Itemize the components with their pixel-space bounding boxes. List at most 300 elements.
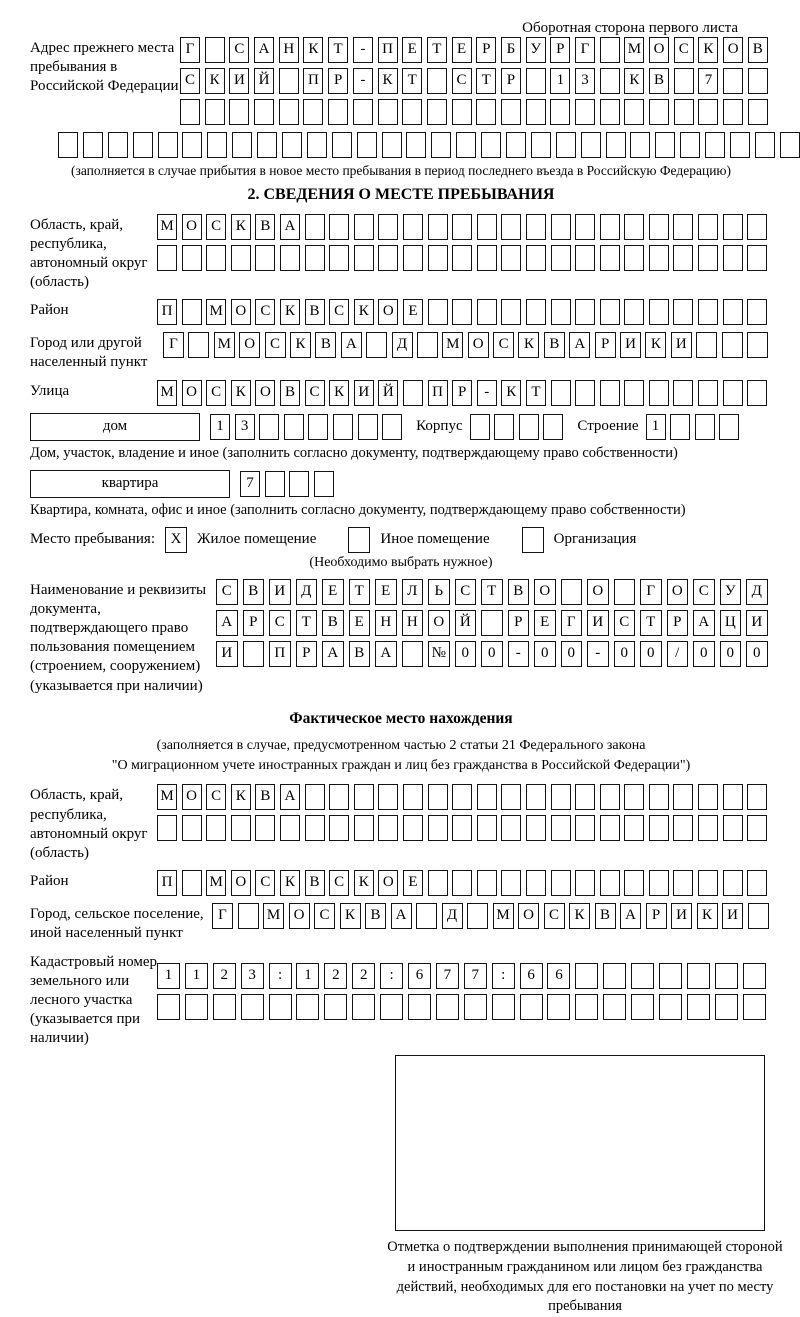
char-box[interactable]: О (649, 37, 669, 63)
char-box[interactable] (436, 994, 459, 1020)
char-box[interactable]: Г (180, 37, 200, 63)
char-box[interactable]: С (255, 299, 275, 325)
char-box[interactable] (329, 815, 349, 841)
char-box[interactable] (476, 99, 496, 125)
char-box[interactable] (456, 132, 476, 158)
char-box[interactable] (380, 994, 403, 1020)
char-box[interactable]: И (620, 332, 641, 358)
char-box[interactable]: И (216, 641, 238, 667)
char-box[interactable] (649, 99, 669, 125)
char-box[interactable] (600, 245, 620, 271)
char-box[interactable]: О (468, 332, 489, 358)
char-box[interactable] (378, 815, 398, 841)
char-box[interactable] (722, 332, 743, 358)
char-box[interactable]: К (354, 870, 374, 896)
char-box[interactable] (477, 870, 497, 896)
char-box[interactable]: 0 (746, 641, 768, 667)
char-box[interactable]: 0 (614, 641, 636, 667)
char-box[interactable] (108, 132, 128, 158)
char-box[interactable]: Т (476, 68, 496, 94)
char-box[interactable]: С (674, 37, 694, 63)
char-box[interactable] (354, 214, 374, 240)
char-box[interactable] (649, 214, 669, 240)
char-box[interactable]: 1 (157, 963, 180, 989)
char-box[interactable] (649, 380, 669, 406)
char-box[interactable] (624, 299, 644, 325)
char-box[interactable]: А (620, 903, 641, 929)
char-box[interactable] (673, 380, 693, 406)
char-box[interactable]: Н (402, 610, 424, 636)
char-box[interactable]: В (255, 784, 275, 810)
char-box[interactable]: : (492, 963, 515, 989)
char-box[interactable] (182, 245, 202, 271)
char-box[interactable] (624, 214, 644, 240)
char-box[interactable] (730, 132, 750, 158)
char-box[interactable]: С (229, 37, 249, 63)
char-box[interactable] (257, 132, 277, 158)
char-box[interactable] (747, 870, 767, 896)
char-box[interactable] (241, 994, 264, 1020)
char-box[interactable] (305, 784, 325, 810)
char-box[interactable] (452, 99, 472, 125)
char-box[interactable] (133, 132, 153, 158)
char-box[interactable]: Е (402, 37, 422, 63)
char-box[interactable] (526, 68, 546, 94)
char-box[interactable] (402, 99, 422, 125)
char-box[interactable] (428, 784, 448, 810)
char-box[interactable]: М (206, 299, 226, 325)
char-box[interactable]: П (428, 380, 448, 406)
char-box[interactable] (748, 68, 768, 94)
char-box[interactable]: А (341, 332, 362, 358)
char-box[interactable]: Т (328, 37, 348, 63)
char-box[interactable]: 6 (547, 963, 570, 989)
char-box[interactable] (358, 414, 378, 440)
char-box[interactable]: В (243, 579, 265, 605)
char-box[interactable] (403, 380, 423, 406)
char-box[interactable] (324, 994, 347, 1020)
char-box[interactable]: К (501, 380, 521, 406)
char-box[interactable] (575, 815, 595, 841)
char-box[interactable] (289, 471, 309, 497)
char-box[interactable] (673, 815, 693, 841)
char-box[interactable]: О (587, 579, 609, 605)
char-box[interactable] (354, 245, 374, 271)
char-box[interactable]: И (354, 380, 374, 406)
char-box[interactable]: П (157, 870, 177, 896)
char-box[interactable]: У (526, 37, 546, 63)
char-box[interactable]: / (667, 641, 689, 667)
char-box[interactable]: Н (375, 610, 397, 636)
char-box[interactable]: М (624, 37, 644, 63)
char-box[interactable]: И (229, 68, 249, 94)
char-box[interactable] (698, 815, 718, 841)
char-box[interactable] (575, 299, 595, 325)
char-box[interactable] (378, 99, 398, 125)
char-box[interactable]: С (493, 332, 514, 358)
char-box[interactable]: Е (322, 579, 344, 605)
char-box[interactable]: О (182, 380, 202, 406)
char-box[interactable]: С (329, 870, 349, 896)
char-box[interactable] (328, 99, 348, 125)
char-box[interactable] (452, 245, 472, 271)
char-box[interactable] (205, 37, 225, 63)
char-box[interactable] (575, 870, 595, 896)
char-box[interactable]: 7 (436, 963, 459, 989)
char-box[interactable] (755, 132, 775, 158)
char-box[interactable]: 0 (455, 641, 477, 667)
char-box[interactable]: М (157, 214, 177, 240)
char-box[interactable]: О (667, 579, 689, 605)
char-box[interactable] (723, 380, 743, 406)
char-box[interactable] (501, 784, 521, 810)
char-box[interactable]: И (671, 903, 692, 929)
char-box[interactable] (649, 784, 669, 810)
char-box[interactable] (747, 245, 767, 271)
char-box[interactable] (673, 784, 693, 810)
char-box[interactable]: 7 (698, 68, 718, 94)
char-box[interactable] (649, 299, 669, 325)
char-box[interactable] (213, 994, 236, 1020)
char-box[interactable]: Р (667, 610, 689, 636)
char-box[interactable]: Г (163, 332, 184, 358)
char-box[interactable]: Е (452, 37, 472, 63)
char-box[interactable] (600, 214, 620, 240)
char-box[interactable]: О (255, 380, 275, 406)
char-box[interactable] (723, 214, 743, 240)
char-box[interactable] (581, 132, 601, 158)
char-box[interactable] (182, 870, 202, 896)
char-box[interactable] (406, 132, 426, 158)
stay-checkbox-other-premises[interactable] (348, 527, 370, 553)
char-box[interactable]: - (353, 68, 373, 94)
char-box[interactable] (378, 245, 398, 271)
char-box[interactable]: К (340, 903, 361, 929)
char-box[interactable] (83, 132, 103, 158)
char-box[interactable]: Г (575, 37, 595, 63)
char-box[interactable] (382, 132, 402, 158)
char-box[interactable] (329, 214, 349, 240)
char-box[interactable] (477, 245, 497, 271)
char-box[interactable] (477, 214, 497, 240)
char-box[interactable] (232, 132, 252, 158)
char-box[interactable] (719, 414, 739, 440)
char-box[interactable]: С (452, 68, 472, 94)
char-box[interactable] (600, 299, 620, 325)
char-box[interactable] (600, 99, 620, 125)
char-box[interactable] (58, 132, 78, 158)
char-box[interactable] (452, 815, 472, 841)
char-box[interactable]: Ц (720, 610, 742, 636)
char-box[interactable]: М (263, 903, 284, 929)
char-box[interactable]: С (265, 332, 286, 358)
char-box[interactable] (308, 414, 328, 440)
char-box[interactable]: - (508, 641, 530, 667)
char-box[interactable] (255, 815, 275, 841)
char-box[interactable]: С (206, 214, 226, 240)
char-box[interactable]: Д (746, 579, 768, 605)
char-box[interactable]: В (595, 903, 616, 929)
char-box[interactable] (659, 994, 682, 1020)
char-box[interactable]: С (614, 610, 636, 636)
char-box[interactable]: 3 (575, 68, 595, 94)
char-box[interactable] (255, 245, 275, 271)
char-box[interactable] (575, 994, 598, 1020)
char-box[interactable]: У (720, 579, 742, 605)
char-box[interactable]: О (239, 332, 260, 358)
char-box[interactable] (354, 815, 374, 841)
char-box[interactable]: К (303, 37, 323, 63)
char-box[interactable] (357, 132, 377, 158)
char-box[interactable] (417, 332, 438, 358)
char-box[interactable]: 0 (693, 641, 715, 667)
stay-checkbox-organization[interactable] (522, 527, 544, 553)
char-box[interactable]: 0 (720, 641, 742, 667)
char-box[interactable]: Г (561, 610, 583, 636)
char-box[interactable] (378, 784, 398, 810)
apartment-field-box[interactable] (30, 470, 230, 498)
char-box[interactable]: В (649, 68, 669, 94)
char-box[interactable] (575, 99, 595, 125)
char-box[interactable] (550, 99, 570, 125)
char-box[interactable]: К (569, 903, 590, 929)
char-box[interactable]: 0 (640, 641, 662, 667)
char-box[interactable] (265, 471, 285, 497)
char-box[interactable] (624, 380, 644, 406)
char-box[interactable] (185, 994, 208, 1020)
char-box[interactable] (600, 68, 620, 94)
char-box[interactable]: К (518, 332, 539, 358)
char-box[interactable]: 7 (240, 471, 260, 497)
char-box[interactable]: 3 (235, 414, 255, 440)
char-box[interactable]: О (231, 870, 251, 896)
char-box[interactable] (631, 963, 654, 989)
char-box[interactable]: А (375, 641, 397, 667)
char-box[interactable] (673, 214, 693, 240)
house-field-box[interactable] (30, 413, 200, 441)
char-box[interactable] (747, 299, 767, 325)
char-box[interactable] (747, 332, 768, 358)
char-box[interactable] (748, 99, 768, 125)
char-box[interactable] (659, 963, 682, 989)
char-box[interactable]: Л (402, 579, 424, 605)
char-box[interactable]: К (205, 68, 225, 94)
char-box[interactable]: 2 (324, 963, 347, 989)
char-box[interactable] (158, 132, 178, 158)
char-box[interactable]: М (493, 903, 514, 929)
char-box[interactable]: Е (403, 870, 423, 896)
char-box[interactable] (279, 68, 299, 94)
char-box[interactable] (747, 214, 767, 240)
char-box[interactable] (551, 245, 571, 271)
char-box[interactable]: О (182, 784, 202, 810)
char-box[interactable]: С (455, 579, 477, 605)
char-box[interactable] (624, 245, 644, 271)
char-box[interactable]: № (428, 641, 450, 667)
char-box[interactable]: И (671, 332, 692, 358)
char-box[interactable]: В (349, 641, 371, 667)
char-box[interactable] (477, 784, 497, 810)
char-box[interactable]: В (305, 299, 325, 325)
char-box[interactable]: С (180, 68, 200, 94)
char-box[interactable]: Р (476, 37, 496, 63)
char-box[interactable] (526, 870, 546, 896)
char-box[interactable] (481, 610, 503, 636)
char-box[interactable]: О (231, 299, 251, 325)
char-box[interactable]: С (269, 610, 291, 636)
char-box[interactable] (526, 815, 546, 841)
char-box[interactable] (403, 815, 423, 841)
char-box[interactable] (561, 579, 583, 605)
char-box[interactable] (296, 994, 319, 1020)
char-box[interactable] (526, 784, 546, 810)
char-box[interactable] (600, 380, 620, 406)
char-box[interactable] (428, 870, 448, 896)
char-box[interactable] (157, 815, 177, 841)
char-box[interactable] (402, 641, 424, 667)
char-box[interactable]: Е (349, 610, 371, 636)
char-box[interactable] (551, 380, 571, 406)
char-box[interactable] (723, 299, 743, 325)
char-box[interactable] (431, 132, 451, 158)
char-box[interactable] (551, 870, 571, 896)
char-box[interactable] (680, 132, 700, 158)
char-box[interactable] (229, 99, 249, 125)
char-box[interactable] (600, 784, 620, 810)
char-box[interactable] (280, 245, 300, 271)
char-box[interactable]: С (693, 579, 715, 605)
char-box[interactable] (207, 132, 227, 158)
char-box[interactable] (698, 245, 718, 271)
char-box[interactable] (382, 414, 402, 440)
char-box[interactable]: В (544, 332, 565, 358)
char-box[interactable] (333, 414, 353, 440)
char-box[interactable]: В (305, 870, 325, 896)
char-box[interactable] (464, 994, 487, 1020)
char-box[interactable]: К (290, 332, 311, 358)
char-box[interactable]: - (587, 641, 609, 667)
char-box[interactable] (519, 414, 539, 440)
char-box[interactable] (603, 994, 626, 1020)
char-box[interactable] (378, 214, 398, 240)
char-box[interactable]: В (255, 214, 275, 240)
char-box[interactable]: Й (254, 68, 274, 94)
char-box[interactable] (551, 299, 571, 325)
char-box[interactable] (543, 414, 563, 440)
char-box[interactable] (353, 99, 373, 125)
char-box[interactable]: С (544, 903, 565, 929)
char-box[interactable]: Г (212, 903, 233, 929)
char-box[interactable] (624, 815, 644, 841)
char-box[interactable]: Т (481, 579, 503, 605)
char-box[interactable]: К (231, 214, 251, 240)
char-box[interactable]: Р (550, 37, 570, 63)
char-box[interactable]: О (378, 299, 398, 325)
char-box[interactable]: 3 (241, 963, 264, 989)
char-box[interactable]: К (697, 903, 718, 929)
char-box[interactable]: М (206, 870, 226, 896)
char-box[interactable]: 0 (534, 641, 556, 667)
char-box[interactable] (600, 815, 620, 841)
char-box[interactable] (723, 68, 743, 94)
char-box[interactable] (551, 815, 571, 841)
char-box[interactable] (254, 99, 274, 125)
char-box[interactable]: О (518, 903, 539, 929)
char-box[interactable] (284, 414, 304, 440)
char-box[interactable]: - (353, 37, 373, 63)
char-box[interactable]: С (255, 870, 275, 896)
char-box[interactable] (624, 99, 644, 125)
char-box[interactable] (575, 245, 595, 271)
char-box[interactable]: К (329, 380, 349, 406)
char-box[interactable] (748, 903, 769, 929)
char-box[interactable] (492, 994, 515, 1020)
char-box[interactable]: 1 (646, 414, 666, 440)
char-box[interactable]: Т (640, 610, 662, 636)
char-box[interactable] (575, 784, 595, 810)
char-box[interactable] (723, 870, 743, 896)
char-box[interactable]: М (214, 332, 235, 358)
char-box[interactable]: В (365, 903, 386, 929)
char-box[interactable]: Т (526, 380, 546, 406)
char-box[interactable]: О (534, 579, 556, 605)
char-box[interactable]: К (378, 68, 398, 94)
char-box[interactable] (231, 815, 251, 841)
char-box[interactable]: В (280, 380, 300, 406)
char-box[interactable] (743, 963, 766, 989)
char-box[interactable]: М (157, 380, 177, 406)
char-box[interactable]: П (269, 641, 291, 667)
char-box[interactable]: А (280, 784, 300, 810)
char-box[interactable] (715, 963, 738, 989)
char-box[interactable] (698, 214, 718, 240)
char-box[interactable] (723, 815, 743, 841)
char-box[interactable] (698, 99, 718, 125)
char-box[interactable] (649, 815, 669, 841)
char-box[interactable] (354, 784, 374, 810)
char-box[interactable] (670, 414, 690, 440)
char-box[interactable]: А (216, 610, 238, 636)
char-box[interactable]: Т (402, 68, 422, 94)
char-box[interactable]: 0 (481, 641, 503, 667)
char-box[interactable] (305, 245, 325, 271)
char-box[interactable] (428, 815, 448, 841)
char-box[interactable]: Т (296, 610, 318, 636)
char-box[interactable] (403, 214, 423, 240)
char-box[interactable] (452, 784, 472, 810)
char-box[interactable]: Д (296, 579, 318, 605)
char-box[interactable] (506, 132, 526, 158)
char-box[interactable] (206, 245, 226, 271)
char-box[interactable] (303, 99, 323, 125)
char-box[interactable] (556, 132, 576, 158)
char-box[interactable] (780, 132, 800, 158)
char-box[interactable] (427, 99, 447, 125)
char-box[interactable] (649, 870, 669, 896)
char-box[interactable]: К (698, 37, 718, 63)
char-box[interactable] (674, 99, 694, 125)
char-box[interactable]: 6 (520, 963, 543, 989)
char-box[interactable] (305, 815, 325, 841)
char-box[interactable] (477, 815, 497, 841)
char-box[interactable] (673, 245, 693, 271)
char-box[interactable] (188, 332, 209, 358)
char-box[interactable]: К (280, 870, 300, 896)
char-box[interactable] (531, 132, 551, 158)
char-box[interactable]: А (693, 610, 715, 636)
char-box[interactable] (307, 132, 327, 158)
char-box[interactable] (526, 299, 546, 325)
